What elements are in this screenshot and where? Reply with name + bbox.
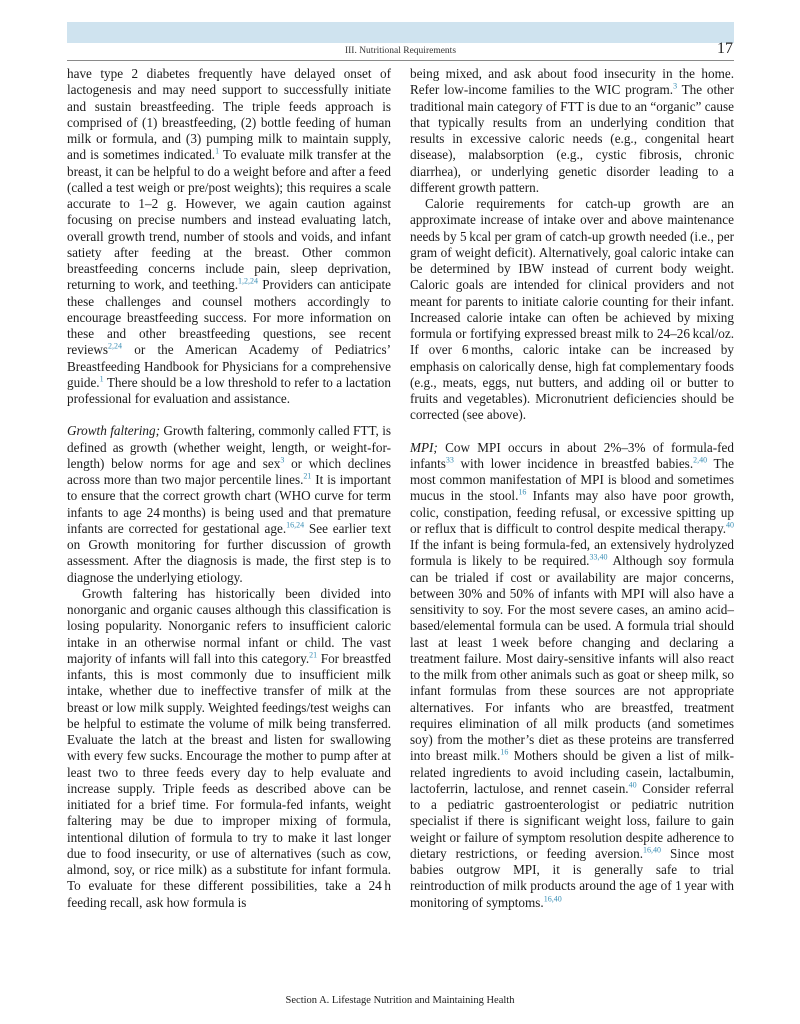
citation-link[interactable]: 3 xyxy=(673,81,678,91)
body-text: or the American Academy of Pediatrics’ Breastfeeding Handbook for Physicians for a comprehensive guide. xyxy=(67,342,391,390)
body-text: Mothers should be given a list of milk-related ingredients to avoid including casein, lactalbumin, lactoferrin, lactulose, and rennet casein. xyxy=(410,748,735,796)
citation-link[interactable]: 33 xyxy=(445,455,454,465)
body-text: Since most babies outgrow MPI, it is generally safe to trial reintroduction of milk products around the age of 1 year with monitoring of symptoms. xyxy=(410,845,734,910)
body-text: Cow MPI occurs in about 2%–3% of formula-fed infants xyxy=(410,439,734,471)
body-text: Providers can anticipate these challenges and counsel mothers accordingly to encourage breastfeeding success. For more information on these and other breastfeeding questions, see recent reviews xyxy=(67,277,391,358)
body-text: with lower incidence in breastfed babies. xyxy=(453,455,694,471)
paragraph xyxy=(410,440,734,911)
body-text: To evaluate milk transfer at the breast, it can be helpful to do a weight before and after a feed (called a test weigh or pre/post weights); this requires a scale accurate to 1–2 g. However, we again caution against focusing on precise numbers and instead evaluating latch, overall growth trend, number of stools and voids, and infant satiety after feeding at the breast. Other common breastfeeding concerns include pain, sleep deprivation, returning to work, and teething. xyxy=(67,147,392,293)
running-footer: Section A. Lifestage Nutrition and Maintaining Health xyxy=(285,995,515,1006)
citation-link[interactable]: 21 xyxy=(309,650,318,660)
page-number: 17 xyxy=(717,40,733,57)
right-column xyxy=(410,66,734,911)
body-text: See earlier text on Growth monitoring for further discussion of growth assessment. After the diagnosis is made, the first step is to diagnose the underlying etiology. xyxy=(67,520,391,585)
body-text: Calorie requirements for catch-up growth are an approximate increase of intake over and above maintenance needs by 5 kcal per gram of catch-up growth needed (i.e., per gram of weight deficit). Alternatively, goal caloric intake can be determined by IBW instead of current body weight. Caloric goals are intended for clinical providers and not meant for parents to initiate calorie counting for their infant. Increased calorie intake can often be achieved by mixing formula or fortifying expressed breast milk to 24–26 kcal/oz. If over 6 months, caloric intake can be increased by emphasis on calorically dense, high fat complementary foods (e.g., meats, eggs, nut butters, and adding oil or butter to fruits and vegetables). Micronutrient deficiencies should be corrected (see above). xyxy=(410,196,734,423)
body-text: Growth faltering, commonly called FTT, is defined as growth (whether weight, length, or weight-for-length) below norms for age and sex xyxy=(67,423,391,471)
citation-link[interactable]: 16 xyxy=(518,487,527,497)
citation-link[interactable]: 21 xyxy=(303,471,312,481)
paragraph xyxy=(410,66,734,196)
citation-link[interactable]: 1 xyxy=(215,146,220,156)
body-text: have type 2 diabetes frequently have delayed onset of lactogenesis and may need support to successfully initiate and sustain breastfeeding. The triple feeds approach is comprised of (1) breastfeeding, (2) bottle feeding of human milk or formula, and (3) pumping milk to maintain supply, and is sometimes indicated. xyxy=(67,66,391,163)
citation-link[interactable]: 16,40 xyxy=(643,845,662,855)
run-in-heading: MPI; xyxy=(410,439,438,455)
citation-link[interactable]: 2,40 xyxy=(693,455,708,465)
body-text: The most common manifestation of MPI is blood and sometimes mucus in the stool. xyxy=(410,455,734,504)
run-in-heading: Growth faltering; xyxy=(67,423,161,439)
paragraph xyxy=(410,196,734,424)
paragraph xyxy=(67,586,391,911)
citation-link[interactable]: 3 xyxy=(280,455,285,465)
body-text: Although soy formula can be trialed if cost or availability are major concerns, between 30% and 50% of infants with MPI will also have a sensitivity to soy. For the most severe cases, an amino acid–based/elemental formula can be used. A formula trial should last at least 1 week before changing and declaring a treatment failure. Most dairy-sensitive infants will also react to the milk from other animals such as goat or sheep milk, so infant formulas from these sources are not appropriate alternatives. For infants who are breastfed, treatment requires elimination of all milk products (and sometimes soy) from the mother’s diet as these proteins are transferred into breast milk. xyxy=(410,553,734,764)
citation-link[interactable]: 40 xyxy=(726,520,734,530)
citation-link[interactable]: 1,2,24 xyxy=(238,276,258,286)
citation-link[interactable]: 2,24 xyxy=(108,341,123,351)
citation-link[interactable]: 33,40 xyxy=(589,552,608,562)
body-text: or which declines across more than two major percentile lines. xyxy=(67,455,391,487)
citation-link[interactable]: 40 xyxy=(628,780,637,790)
header-band xyxy=(67,22,734,43)
paragraph xyxy=(67,66,391,407)
body-text: Growth faltering has historically been divided into nonorganic and organic causes although this classification is losing popularity. Nonorganic refers to insufficient caloric intake in an otherwise normal infant or child. The vast majority of infants will fall into this category. xyxy=(67,585,391,666)
body-text: For breastfed infants, this is most commonly due to insufficient milk intake, whether due to ineffective transfer of milk at the breast or low milk supply. Weighted feedings/test weighs can be helpful to estimate the volume of milk being transferred. Evaluate the latch at the breast and listen for swallowing with every few sucks. Encourage the mother to pump after at least two to three feeds every day to help evaluate and increase supply. Triple feeds as described above can be initiated for a brief time. For formula-fed infants, weight faltering may be due to improper mixing of formula, intentional dilution of formula to try to make it last longer due to food insecurity, or use of alternatives (such as cow, almond, soy, or rice milk) as a substitute for infant formula. To evaluate for these different possibilities, take a 24 h feeding recall, ask how formula is xyxy=(67,650,391,910)
header-rule xyxy=(67,60,734,61)
citation-link[interactable]: 1 xyxy=(99,374,104,384)
body-text: The other traditional main category of FTT is due to an “organic” cause that typically results from an underlying condition that results in excessive caloric needs (e.g., congenital heart disease), malabsorption (e.g., cystic fibrosis, chronic diarrhea), or underlying genetic disorder leading to a different growth pattern. xyxy=(410,82,734,195)
body-text: being mixed, and ask about food insecurity in the home. Refer low-income families to the WIC program. xyxy=(410,66,734,98)
citation-link[interactable]: 16,24 xyxy=(286,520,305,530)
body-text: It is important to ensure that the correct growth chart (WHO curve for term infants to age 24 months) is being used and that premature infants are corrected for gestational age. xyxy=(67,472,391,536)
paragraph xyxy=(67,423,391,586)
body-text: Infants may also have poor growth, colic, constipation, feeding refusal, or excessive spitting up or reflux that is difficult to control despite medical therapy. xyxy=(410,488,734,536)
running-header: III. Nutritional Requirements xyxy=(344,46,457,56)
citation-link[interactable]: 16 xyxy=(500,747,509,757)
citation-link[interactable]: 16,40 xyxy=(543,894,562,904)
body-text: There should be a low threshold to refer to a lactation professional for evaluation and assistance. xyxy=(67,374,391,406)
left-column xyxy=(67,66,391,911)
body-text: Consider referral to a pediatric gastroenterologist or pediatric nutrition specialist if there is significant weight loss, failure to gain weight or failure of symptom resolution despite adherence to dietary restrictions, or feeding aversion. xyxy=(410,780,734,861)
body-text: If the infant is being formula-fed, an extensively hydrolyzed formula is likely to be required. xyxy=(410,537,734,569)
